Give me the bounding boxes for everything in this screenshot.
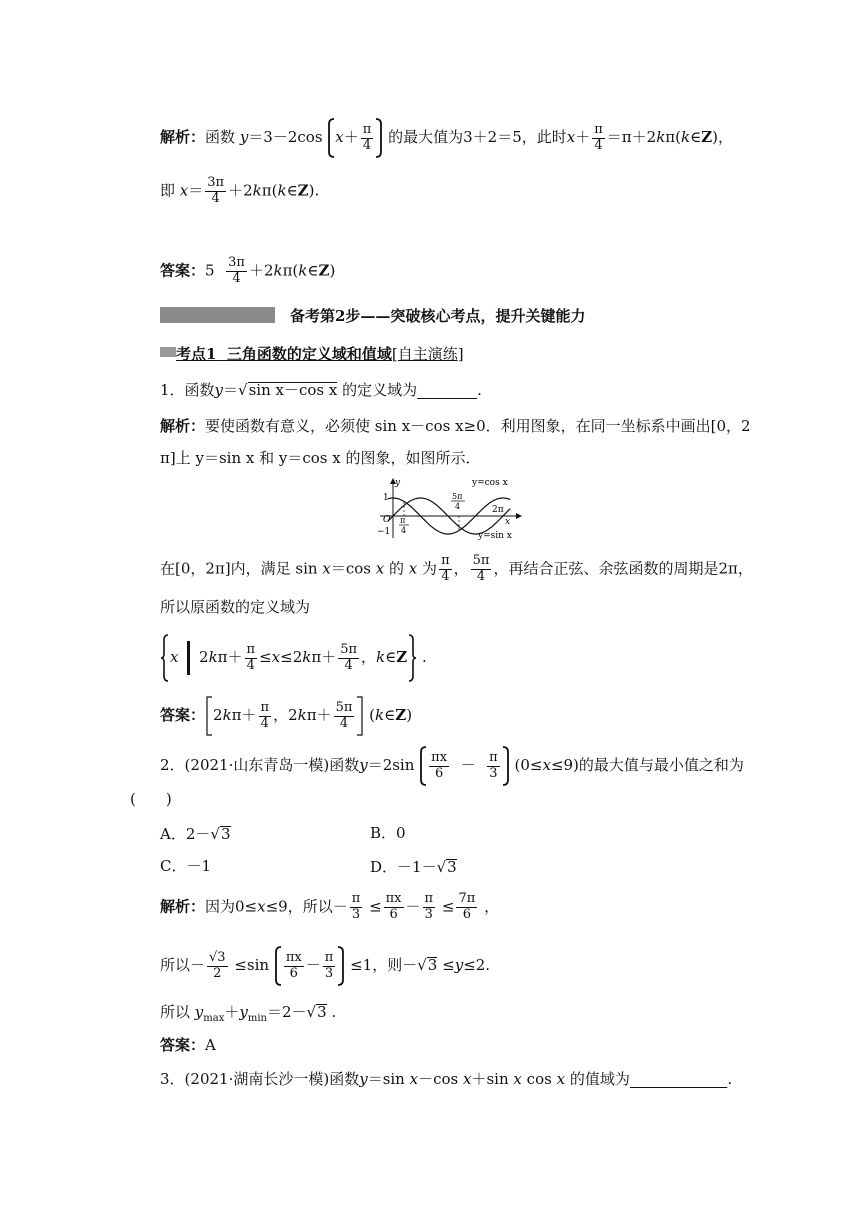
text: . — [727, 1070, 733, 1088]
var-y: y — [359, 756, 368, 774]
text: ( ) — [130, 790, 172, 808]
text: ＝π＋2 — [606, 128, 657, 146]
text: ＝ — [223, 381, 239, 399]
text: ，2 — [273, 706, 298, 724]
text: ＝sin — [367, 1070, 405, 1088]
text: 的 — [389, 559, 405, 578]
text: cos — [526, 1070, 552, 1088]
label-5pi-den: 4 — [455, 502, 461, 511]
var-x: x — [375, 559, 385, 578]
sqrt-sign: √ — [417, 956, 427, 974]
text: ＝2sin — [367, 756, 415, 774]
sqrt-body: 3 — [427, 956, 438, 974]
text: ＋2 — [228, 181, 253, 200]
analysis-label: 解析： — [160, 128, 206, 146]
text: D．－1－ — [370, 858, 437, 876]
var-k: k — [302, 648, 312, 666]
text: ， — [361, 648, 377, 666]
label-pi-num: π — [400, 516, 406, 525]
fraction: $\frac{5\pi}{4}$ — [472, 553, 490, 584]
label-sin: y=sin x — [478, 531, 512, 541]
var-y: y — [214, 381, 224, 399]
analysis-label: 解析： — [160, 417, 206, 435]
answer-line — [160, 1038, 216, 1053]
section-banner-bar — [160, 307, 275, 323]
option-d[interactable] — [370, 859, 457, 875]
var-k: k — [273, 261, 283, 280]
text: 所以原函数的定义域为 — [160, 598, 311, 616]
analysis-line — [160, 419, 751, 434]
text: ) — [406, 706, 413, 724]
sqrt-body: 3 — [447, 858, 457, 876]
var-y: y — [454, 956, 464, 974]
text: ≤1，则－ — [350, 956, 418, 974]
var-x: x — [257, 897, 266, 916]
question-2-paren — [130, 792, 172, 807]
text: π＋ — [311, 648, 337, 666]
var-k: k — [681, 128, 691, 146]
option-c[interactable] — [160, 859, 211, 874]
option-a[interactable] — [160, 826, 231, 842]
text: 因为0≤ — [205, 897, 258, 916]
var-x: x — [408, 559, 418, 578]
text: ＋ — [224, 1003, 240, 1021]
text: ，再结合正弦、余弦函数的周期是2π， — [493, 559, 753, 578]
answer-label: 答案： — [160, 706, 206, 724]
text: ， — [484, 897, 500, 916]
var-x: x — [513, 1070, 522, 1088]
var-k: k — [298, 261, 308, 280]
var-k: k — [297, 706, 307, 724]
answer-line — [160, 696, 412, 736]
var-k: k — [277, 181, 287, 200]
analysis-line — [160, 892, 499, 923]
sqrt-body: 3 — [317, 1003, 327, 1021]
text: ∈ — [286, 181, 298, 200]
text: 要使函数有意义，必须使 sin x－cos x≥0．利用图象，在同一坐标系中画出[0，2 — [205, 417, 751, 435]
text: 为 — [422, 559, 438, 578]
text: (0≤ — [514, 756, 543, 774]
section-banner-title: 备考第2步——突破核心考点，提升关键能力 — [290, 307, 586, 325]
set-z: Z — [396, 648, 408, 666]
question-1-stem — [160, 382, 482, 399]
text: 的最大值为3＋2＝5，此时 — [388, 128, 567, 146]
var-y: y — [239, 1003, 248, 1021]
set-bar — [187, 641, 190, 675]
answer-blank: _____________ — [629, 1070, 728, 1088]
text: π( — [665, 128, 681, 146]
text: π＋ — [217, 648, 243, 666]
text: － — [305, 956, 321, 974]
analysis-line — [160, 946, 490, 986]
fraction: $\frac{√3}{2}$ — [209, 949, 226, 981]
text: 1．函数 — [160, 381, 215, 399]
text: . — [331, 1003, 337, 1021]
var-y: y — [194, 1003, 204, 1021]
sqrt-sign: √ — [210, 825, 220, 843]
set-z: Z — [395, 706, 407, 724]
text: B．0 — [370, 824, 406, 842]
text: 5 — [205, 261, 215, 280]
left-brace — [160, 634, 170, 682]
label-1: 1 — [383, 493, 389, 503]
question-3-stem — [160, 1072, 732, 1088]
label-x: x — [505, 517, 511, 527]
text: 2 — [199, 648, 209, 666]
option-b[interactable] — [370, 826, 406, 841]
sqrt-sign: √ — [306, 1003, 317, 1021]
text: 的值域为 — [569, 1070, 630, 1088]
var-k: k — [208, 648, 218, 666]
text: ) — [329, 261, 336, 280]
text: －cos — [418, 1070, 459, 1088]
fraction: $\frac{\pi}{4}$ — [260, 699, 270, 731]
fraction: $\frac{3\pi}{4}$ — [207, 175, 225, 206]
var-k: k — [222, 706, 232, 724]
label-5pi-num: 5π — [452, 492, 463, 501]
fraction: $\frac{\pi x}{6}$ — [431, 749, 448, 781]
sqrt-sign: √ — [436, 858, 447, 876]
text: ≤2. — [463, 956, 491, 974]
text: ＝2－ — [267, 1003, 307, 1021]
text: π( — [261, 181, 278, 200]
var-x: x — [179, 181, 189, 200]
sin-cos-graph — [368, 476, 528, 542]
answer-label: 答案： — [160, 261, 206, 280]
text: π( — [282, 261, 299, 280]
text: ). — [308, 181, 320, 200]
analysis-line — [160, 1004, 336, 1024]
text: C．－1 — [160, 857, 212, 875]
set-z: Z — [701, 128, 713, 146]
text: 所以－ — [160, 956, 206, 974]
var-x: x — [542, 756, 551, 774]
var-x: x — [335, 128, 344, 146]
text: 函数 — [205, 128, 236, 146]
fraction: $\frac{\pi}{4}$ — [362, 121, 372, 153]
text: π]上 y＝sin x 和 y＝cos x 的图象，如图所示． — [160, 449, 481, 467]
text: ( — [369, 706, 376, 724]
text: ， — [453, 559, 469, 578]
analysis-line — [160, 554, 753, 585]
kaodian-prefix: 考点1 — [176, 345, 217, 363]
set-z: Z — [318, 261, 330, 280]
x-axis-arrow — [516, 513, 522, 519]
text: A．2－ — [160, 825, 211, 843]
text: 在[0，2π]内，满足 sin — [160, 559, 318, 578]
text: ≤9)的最大值与最小值之和为 — [550, 756, 744, 774]
fraction: $\frac{\pi}{4}$ — [594, 121, 603, 153]
var-x: x — [322, 559, 331, 578]
label-cos: y=cos x — [472, 478, 508, 488]
text: π＋ — [306, 706, 332, 724]
fraction: $\frac{\pi x}{6}$ — [285, 949, 302, 981]
text: ∈ — [307, 261, 319, 280]
text: ＝cos — [330, 559, 371, 578]
fraction: $\frac{5\pi}{4}$ — [335, 699, 353, 731]
var-x: x — [409, 1070, 419, 1088]
question-2-stem — [160, 746, 744, 786]
text: ＝ — [188, 181, 204, 200]
subscript-min: min — [247, 1013, 267, 1024]
answer-label: 答案： — [160, 1036, 206, 1054]
subscript-max: max — [203, 1013, 225, 1024]
label-pi-den: 4 — [401, 526, 407, 535]
var-x: x — [463, 1070, 472, 1088]
var-y: y — [359, 1070, 368, 1088]
text: ＋ — [575, 128, 591, 146]
fraction: $\frac{\pi}{3}$ — [351, 891, 361, 922]
text: ≤sin — [234, 956, 270, 974]
kaodian-tag: [自主演练] — [391, 345, 464, 363]
var-k: k — [252, 181, 262, 200]
answer-value: A — [205, 1036, 216, 1054]
text: 所以 — [160, 1003, 191, 1021]
text: )， — [712, 128, 734, 146]
text: 2．(2021·山东青岛一模)函数 — [160, 756, 360, 774]
text: ∈ — [690, 128, 702, 146]
text: ≤2 — [280, 648, 303, 666]
kaodian-heading — [176, 347, 464, 362]
text: ∈ — [384, 706, 396, 724]
sqrt-body: 3 — [220, 825, 231, 843]
fraction: $\frac{3\pi}{4}$ — [228, 255, 245, 286]
var-k: k — [376, 648, 386, 666]
text: ≤ — [259, 648, 272, 666]
fraction: $\frac{\pi}{3}$ — [324, 949, 334, 981]
fraction: $\frac{\pi}{4}$ — [246, 641, 256, 673]
var-x: x — [566, 128, 576, 146]
text: ＝3－2cos — [248, 128, 323, 146]
text: ＋ — [343, 128, 359, 146]
answer-line — [160, 256, 335, 287]
label-o: O — [383, 515, 391, 525]
label-y: y — [395, 478, 401, 488]
fraction: $\frac{\pi x}{6}$ — [385, 891, 402, 922]
text: π＋ — [231, 706, 257, 724]
sqrt-sign: √ — [238, 381, 248, 399]
kaodian-marker — [160, 347, 176, 357]
analysis-line — [160, 176, 319, 207]
set-z: Z — [297, 181, 309, 200]
text: － — [405, 897, 421, 916]
analysis-line — [160, 451, 480, 466]
fraction: $\frac{\pi}{3}$ — [424, 891, 434, 922]
fraction: $\frac{5\pi}{4}$ — [340, 641, 358, 673]
answer-blank: ________ — [417, 381, 478, 399]
text: － — [460, 756, 476, 774]
fraction: $\frac{\pi}{3}$ — [489, 749, 498, 781]
var-y: y — [239, 128, 249, 146]
text: ≤9，所以－ — [265, 897, 348, 916]
right-brace — [407, 634, 417, 682]
text: ≤ — [441, 897, 455, 916]
fraction: $\frac{\pi}{4}$ — [441, 553, 450, 584]
text: ＋sin — [471, 1070, 509, 1088]
label-2pi: 2π — [492, 505, 504, 515]
paren-group — [327, 118, 383, 158]
sqrt-body: sin x－cos x — [248, 381, 338, 399]
domain-set — [160, 634, 427, 682]
var-k: k — [375, 706, 385, 724]
text: 的定义域为 — [342, 381, 418, 399]
text: ＋2 — [248, 261, 274, 280]
text: 2 — [213, 706, 223, 724]
kaodian-title: 三角函数的定义域和值域 — [226, 345, 392, 363]
text: ≤ — [369, 897, 382, 916]
fraction: $\frac{7\pi}{6}$ — [458, 891, 476, 922]
var-x: x — [170, 648, 179, 666]
text: ∈ — [385, 648, 397, 666]
var-x: x — [556, 1070, 566, 1088]
analysis-line — [160, 600, 310, 615]
text: . — [421, 648, 427, 666]
var-x: x — [271, 648, 281, 666]
text: 即 — [160, 181, 176, 200]
text: ≤ — [442, 956, 455, 974]
analysis-label: 解析： — [160, 897, 206, 916]
text: 3．(2021·湖南长沙一模)函数 — [160, 1070, 360, 1088]
analysis-line — [160, 118, 733, 158]
var-k: k — [656, 128, 666, 146]
label-minus-1: −1 — [377, 527, 391, 537]
text: . — [477, 381, 482, 399]
